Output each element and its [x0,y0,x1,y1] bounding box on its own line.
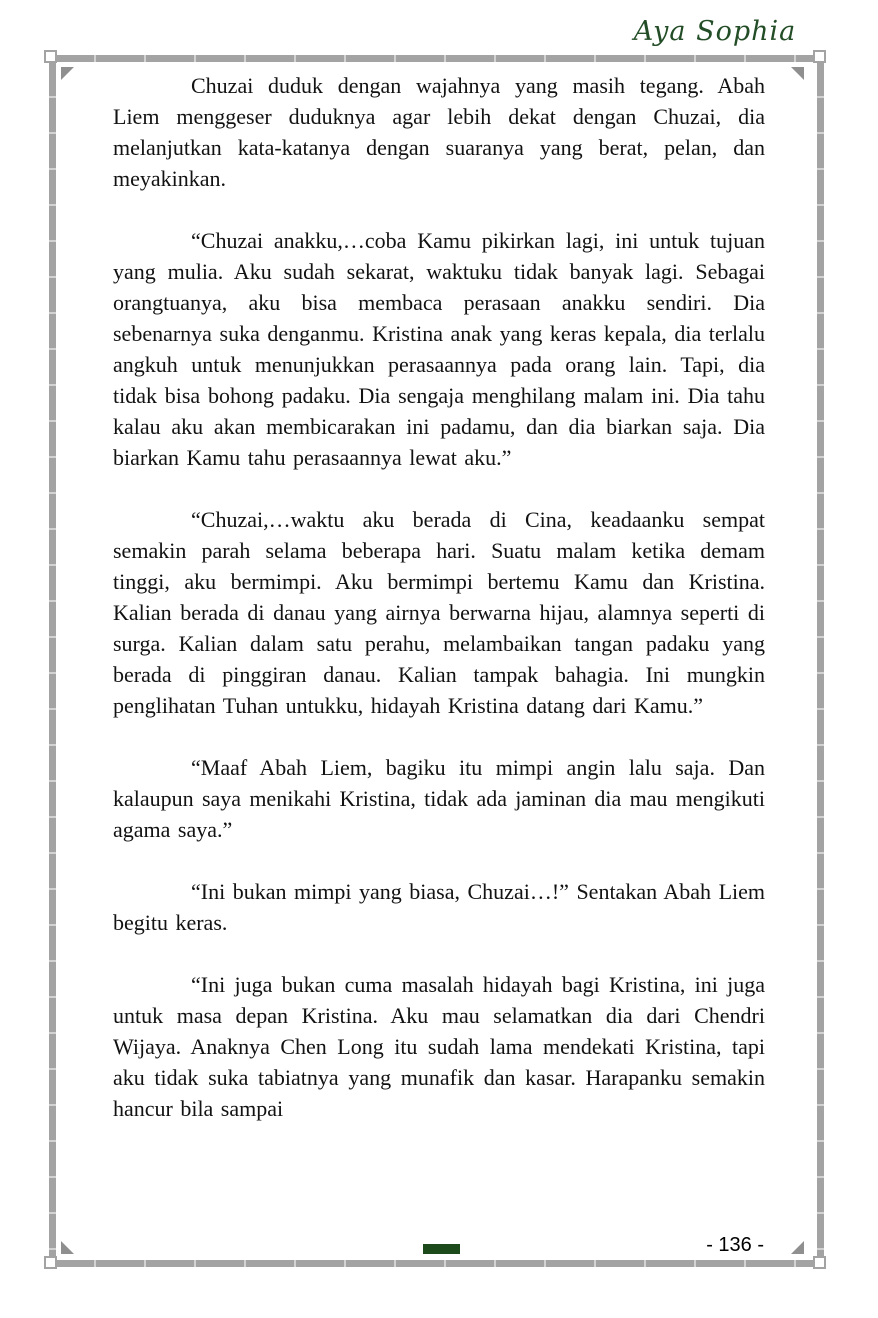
paragraph: “Ini bukan mimpi yang biasa, Chuzai…!” Sentakan Abah Liem begitu keras. [113,879,765,935]
frame-corner-triangle-bottom-left [61,1241,74,1254]
frame-corner-triangle-top-right [791,67,804,80]
page-header-title: Aya Sophia [633,16,797,47]
frame-bottom-border [46,1260,818,1267]
frame-corner-square-bottom-left [44,1256,57,1269]
frame-corner-triangle-top-left [61,67,74,80]
paragraph: “Chuzai,…waktu aku berada di Cina, keadaanku sempat semakin parah selama beberapa hari. Suatu malam ketika demam tinggi, aku bermimpi. Aku bermimpi bertemu Kamu dan Kristina. Kalian berada di danau yang airnya berwarna hijau, alamnya seperti di surga. Kalian dalam satu perahu, melambaikan tangan padaku yang berada di pinggiran danau. Kalian tampak bahagia. Ini mungkin penglihatan Tuhan untukku, hidayah Kristina datang dari Kamu.” [113,507,765,718]
paragraph: Chuzai duduk dengan wajahnya yang masih tegang. Abah Liem menggeser duduknya agar lebih dekat dengan Chuzai, dia melanjutkan kata-katanya dengan suaranya yang berat, pelan, dan meyakinkan. [113,73,765,191]
paragraph: “Ini juga bukan cuma masalah hidayah bagi Kristina, ini juga untuk masa depan Kristina. Aku mau selamatkan dia dari Chendri Wijaya. Anaknya Chen Long itu sudah lama mendekati Kristina, tapi aku tidak suka tabiatnya yang munafik dan kasar. Harapanku semakin hancur bila sampai [113,972,765,1121]
page-text-block [113,70,765,1250]
footer-divider-bar [423,1244,460,1254]
frame-right-border [817,62,824,1258]
frame-corner-square-top-left [44,50,57,63]
frame-top-border [46,55,818,62]
frame-corner-square-top-right [813,50,826,63]
paragraph: “Chuzai anakku,…coba Kamu pikirkan lagi, ini untuk tujuan yang mulia. Aku sudah sekarat, waktuku tidak banyak lagi. Sebagai orangtuanya, aku bisa membaca perasaan anakku sendiri. Dia sebenarnya suka denganmu. Kristina anak yang keras kepala, dia terlalu angkuh untuk menunjukkan perasaannya pada orang lain. Tapi, dia tidak bisa bohong padaku. Dia sengaja menghilang malam ini. Dia tahu kalau aku akan membicarakan ini padamu, dan dia biarkan saja. Dia biarkan Kamu tahu perasaannya lewat aku.” [113,228,765,470]
paragraph: “Maaf Abah Liem, bagiku itu mimpi angin lalu saja. Dan kalaupun saya menikahi Kristina, tidak ada jaminan dia mau mengikuti agama saya.” [113,755,765,842]
page-number: - 136 - [706,1234,764,1256]
frame-corner-square-bottom-right [813,1256,826,1269]
frame-corner-triangle-bottom-right [791,1241,804,1254]
frame-left-border [49,62,56,1258]
